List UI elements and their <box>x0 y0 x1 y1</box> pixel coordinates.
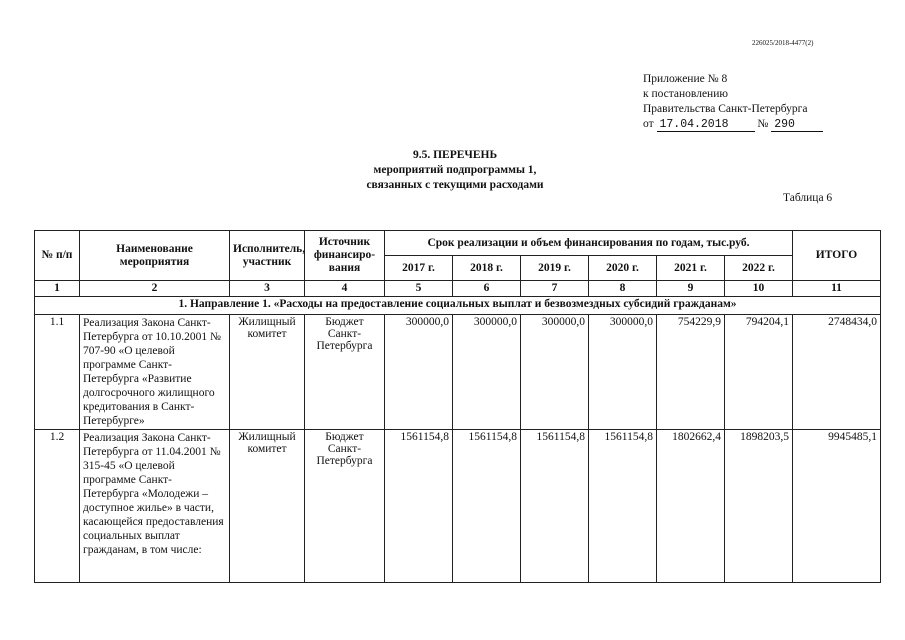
header-name: Наименование мероприятия <box>80 231 230 281</box>
table-row <box>35 315 881 430</box>
section-row <box>35 297 881 315</box>
row-executor: Жилищный комитет <box>230 430 305 583</box>
document-code: 226025/2018-4477(2) <box>752 39 814 47</box>
row-value-2022: 1898203,5 <box>725 430 793 583</box>
col-number: 6 <box>453 281 521 297</box>
title-line-2: мероприятий подпрограммы 1, <box>373 164 537 176</box>
annex-date: 17.04.2018 <box>657 119 755 132</box>
table-label: Таблица 6 <box>783 192 833 204</box>
column-numbers-row <box>35 281 881 297</box>
row-source: Бюджет Санкт-Петербурга <box>305 430 385 583</box>
col-number: 1 <box>35 281 80 297</box>
col-number: 7 <box>521 281 589 297</box>
header-year-2022: 2022 г. <box>725 256 793 281</box>
col-number: 4 <box>305 281 385 297</box>
header-executor: Исполнитель, участник <box>230 231 305 281</box>
row-value-2018: 1561154,8 <box>453 430 521 583</box>
annex-block <box>643 72 823 132</box>
row-source: Бюджет Санкт-Петербурга <box>305 315 385 430</box>
header-row-1 <box>35 231 881 256</box>
row-num: 1.2 <box>35 430 80 583</box>
col-number: 5 <box>385 281 453 297</box>
header-num: № п/п <box>35 231 80 281</box>
col-number: 10 <box>725 281 793 297</box>
col-number: 8 <box>589 281 657 297</box>
row-value-2017: 300000,0 <box>385 315 453 430</box>
row-total: 9945485,1 <box>793 430 881 583</box>
header-year-2021: 2021 г. <box>657 256 725 281</box>
annex-line-2: к постановлению <box>643 88 728 100</box>
col-number: 2 <box>80 281 230 297</box>
annex-number-prefix: № <box>757 118 769 130</box>
row-value-2022: 794204,1 <box>725 315 793 430</box>
row-value-2019: 300000,0 <box>521 315 589 430</box>
row-name: Реализация Закона Санкт-Петербурга от 10.10.2001 № 707-90 «О целевой программе Санкт-Петербурга «Развитие долгосрочного жилищного кредитования в Санкт-Петербурге» <box>80 315 230 430</box>
col-number: 3 <box>230 281 305 297</box>
title-line-1: 9.5. ПЕРЕЧЕНЬ <box>412 149 498 161</box>
row-value-2020: 1561154,8 <box>589 430 657 583</box>
annex-date-line <box>643 117 823 132</box>
document-title <box>290 148 620 193</box>
header-year-2019: 2019 г. <box>521 256 589 281</box>
row-value-2017: 1561154,8 <box>385 430 453 583</box>
row-num: 1.1 <box>35 315 80 430</box>
row-executor: Жилищный комитет <box>230 315 305 430</box>
row-value-2018: 300000,0 <box>453 315 521 430</box>
annex-date-prefix: от <box>643 118 654 130</box>
measures-table <box>34 230 881 583</box>
col-number: 9 <box>657 281 725 297</box>
table-row <box>35 430 881 583</box>
header-year-2017: 2017 г. <box>385 256 453 281</box>
row-total: 2748434,0 <box>793 315 881 430</box>
annex-number: 290 <box>771 119 823 132</box>
header-year-2018: 2018 г. <box>453 256 521 281</box>
title-line-3: связанных с текущими расходами <box>366 179 544 191</box>
row-name: Реализация Закона Санкт-Петербурга от 11.04.2001 № 315-45 «О целевой программе Санкт-Петербурга «Молодежи – доступное жилье» в части, касающейся предоставления социальных выплат гражданам, в том числе: <box>80 430 230 583</box>
header-total: ИТОГО <box>793 231 881 281</box>
header-source: Источник финансиро-вания <box>305 231 385 281</box>
row-value-2021: 1802662,4 <box>657 430 725 583</box>
col-number: 11 <box>793 281 881 297</box>
row-value-2019: 1561154,8 <box>521 430 589 583</box>
row-value-2020: 300000,0 <box>589 315 657 430</box>
section-title: 1. Направление 1. «Расходы на предоставление социальных выплат и безвозмездных субсидий гражданам» <box>35 297 881 315</box>
annex-line-1: Приложение № 8 <box>643 73 728 85</box>
row-value-2021: 754229,9 <box>657 315 725 430</box>
header-period: Срок реализации и объем финансирования по годам, тыс.руб. <box>385 231 793 256</box>
annex-line-3: Правительства Санкт-Петербурга <box>643 103 808 115</box>
header-year-2020: 2020 г. <box>589 256 657 281</box>
